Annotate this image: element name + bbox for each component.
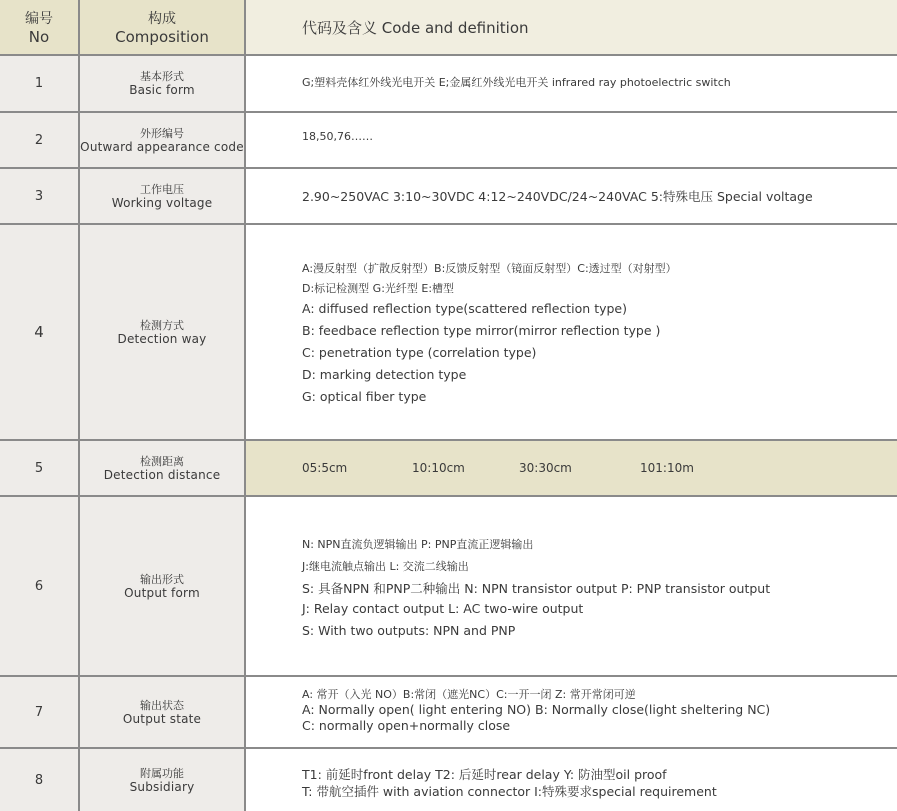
row-number: 8 (0, 749, 80, 811)
composition-cell (80, 677, 246, 747)
definition-line: T1: 前延时front delay T2: 后延时rear delay Y: 防油型oil proof (302, 767, 667, 782)
composition-en: Output state (122, 711, 202, 726)
table-row (0, 749, 897, 811)
definition-line: N: NPN直流负逻辑输出 P: PNP直流正逻辑输出 (302, 538, 534, 551)
row-number: 2 (0, 113, 80, 167)
composition-en: Subsidiary (129, 779, 195, 794)
composition-cn: 附属功能 (140, 766, 184, 780)
header-code-definition: 代码及含义 Code and definition (302, 19, 529, 37)
composition-en: Output form (124, 585, 200, 600)
composition-cn: 外形编号 (140, 126, 184, 140)
header-no-cn: 编号 (25, 10, 53, 27)
header-no-en: No (28, 27, 50, 46)
definition-line: G: optical fiber type (302, 389, 427, 404)
definition-cell (246, 113, 897, 167)
composition-cell (80, 749, 246, 811)
table-row (0, 441, 897, 495)
table-row (0, 169, 897, 223)
table-row (0, 677, 897, 747)
definition-line: A: 常开（入光 NO）B:常闭（遮光NC）C:一开一闭 Z: 常开常闭可逆 (302, 688, 636, 701)
row-number: 3 (0, 169, 80, 223)
definition-line: S: With two outputs: NPN and PNP (302, 623, 516, 638)
composition-cell (80, 169, 246, 223)
table-row (0, 497, 897, 675)
header-composition-cn: 构成 (148, 10, 176, 27)
definition-line: C: penetration type (correlation type) (302, 345, 537, 360)
composition-en: Detection way (117, 331, 207, 346)
definition-line: C: normally open+normally close (302, 718, 511, 733)
composition-en: Outward appearance code (80, 139, 244, 154)
row-number: 6 (0, 497, 80, 675)
definition-line: 2.90~250VAC 3:10~30VDC 4:12~240VDC/24~240VAC 5:特殊电压 Special voltage (302, 189, 813, 204)
definition-line: 18,50,76…… (302, 130, 373, 143)
composition-cn: 检测距离 (140, 454, 184, 468)
definition-line: T: 带航空插件 with aviation connector I:特殊要求special requirement (302, 784, 717, 799)
definition-line: J:继电流触点输出 L: 交流二线输出 (302, 560, 469, 573)
definition-cell (246, 497, 897, 675)
definition-line: B: feedbace reflection type mirror(mirror reflection type ) (302, 323, 661, 338)
composition-cn: 输出状态 (140, 698, 184, 712)
composition-cn: 基本形式 (140, 70, 184, 83)
table-row (0, 56, 897, 111)
distance-value: 10:10cm (412, 461, 465, 475)
definition-line: D:标记检测型 G:光纤型 E:槽型 (302, 282, 455, 295)
table-row (0, 225, 897, 439)
header-no-cell (0, 0, 80, 56)
composition-en: Basic form (129, 83, 195, 97)
row-number: 5 (0, 441, 80, 495)
definition-line: J: Relay contact output L: AC two-wire output (302, 601, 584, 616)
distance-value: 101:10m (640, 461, 694, 475)
distance-value: 05:5cm (302, 461, 348, 475)
table-header (0, 0, 897, 56)
composition-en: Working voltage (111, 195, 213, 210)
header-composition-cell (80, 0, 246, 56)
composition-cell (80, 225, 246, 439)
composition-en: Detection distance (103, 467, 221, 482)
table-row (0, 113, 897, 167)
definition-line: D: marking detection type (302, 367, 467, 382)
definition-line: A: Normally open( light entering NO) B: Normally close(light sheltering NC) (302, 702, 771, 717)
composition-cell (80, 441, 246, 495)
row-number: 7 (0, 677, 80, 747)
row-number: 4 (0, 225, 80, 439)
definition-cell (246, 56, 897, 111)
definition-line: A:漫反射型（扩散反射型）B:反馈反射型（镜面反射型）C:透过型（对射型） (302, 262, 677, 275)
definition-line: A: diffused reflection type(scattered reflection type) (302, 301, 627, 316)
definition-cell (246, 677, 897, 747)
composition-cell (80, 56, 246, 111)
composition-cell (80, 113, 246, 167)
definition-line: G;塑料壳体红外线光电开关 E;金属红外线光电开关 infrared ray photoelectric switch (302, 76, 731, 89)
definition-line: S: 具备NPN 和PNP二种输出 N: NPN transistor output P: PNP transistor output (302, 581, 771, 596)
row-number: 1 (0, 56, 80, 111)
distance-value: 30:30cm (519, 461, 572, 475)
definition-cell (246, 441, 897, 495)
composition-cell (80, 497, 246, 675)
definition-cell (246, 169, 897, 223)
composition-cn: 检测方式 (140, 318, 184, 332)
header-composition-en: Composition (115, 27, 209, 46)
header-code-cell (246, 0, 897, 56)
definition-cell (246, 225, 897, 439)
composition-cn: 输出形式 (140, 572, 184, 586)
composition-cn: 工作电压 (140, 182, 184, 196)
definition-cell (246, 749, 897, 811)
